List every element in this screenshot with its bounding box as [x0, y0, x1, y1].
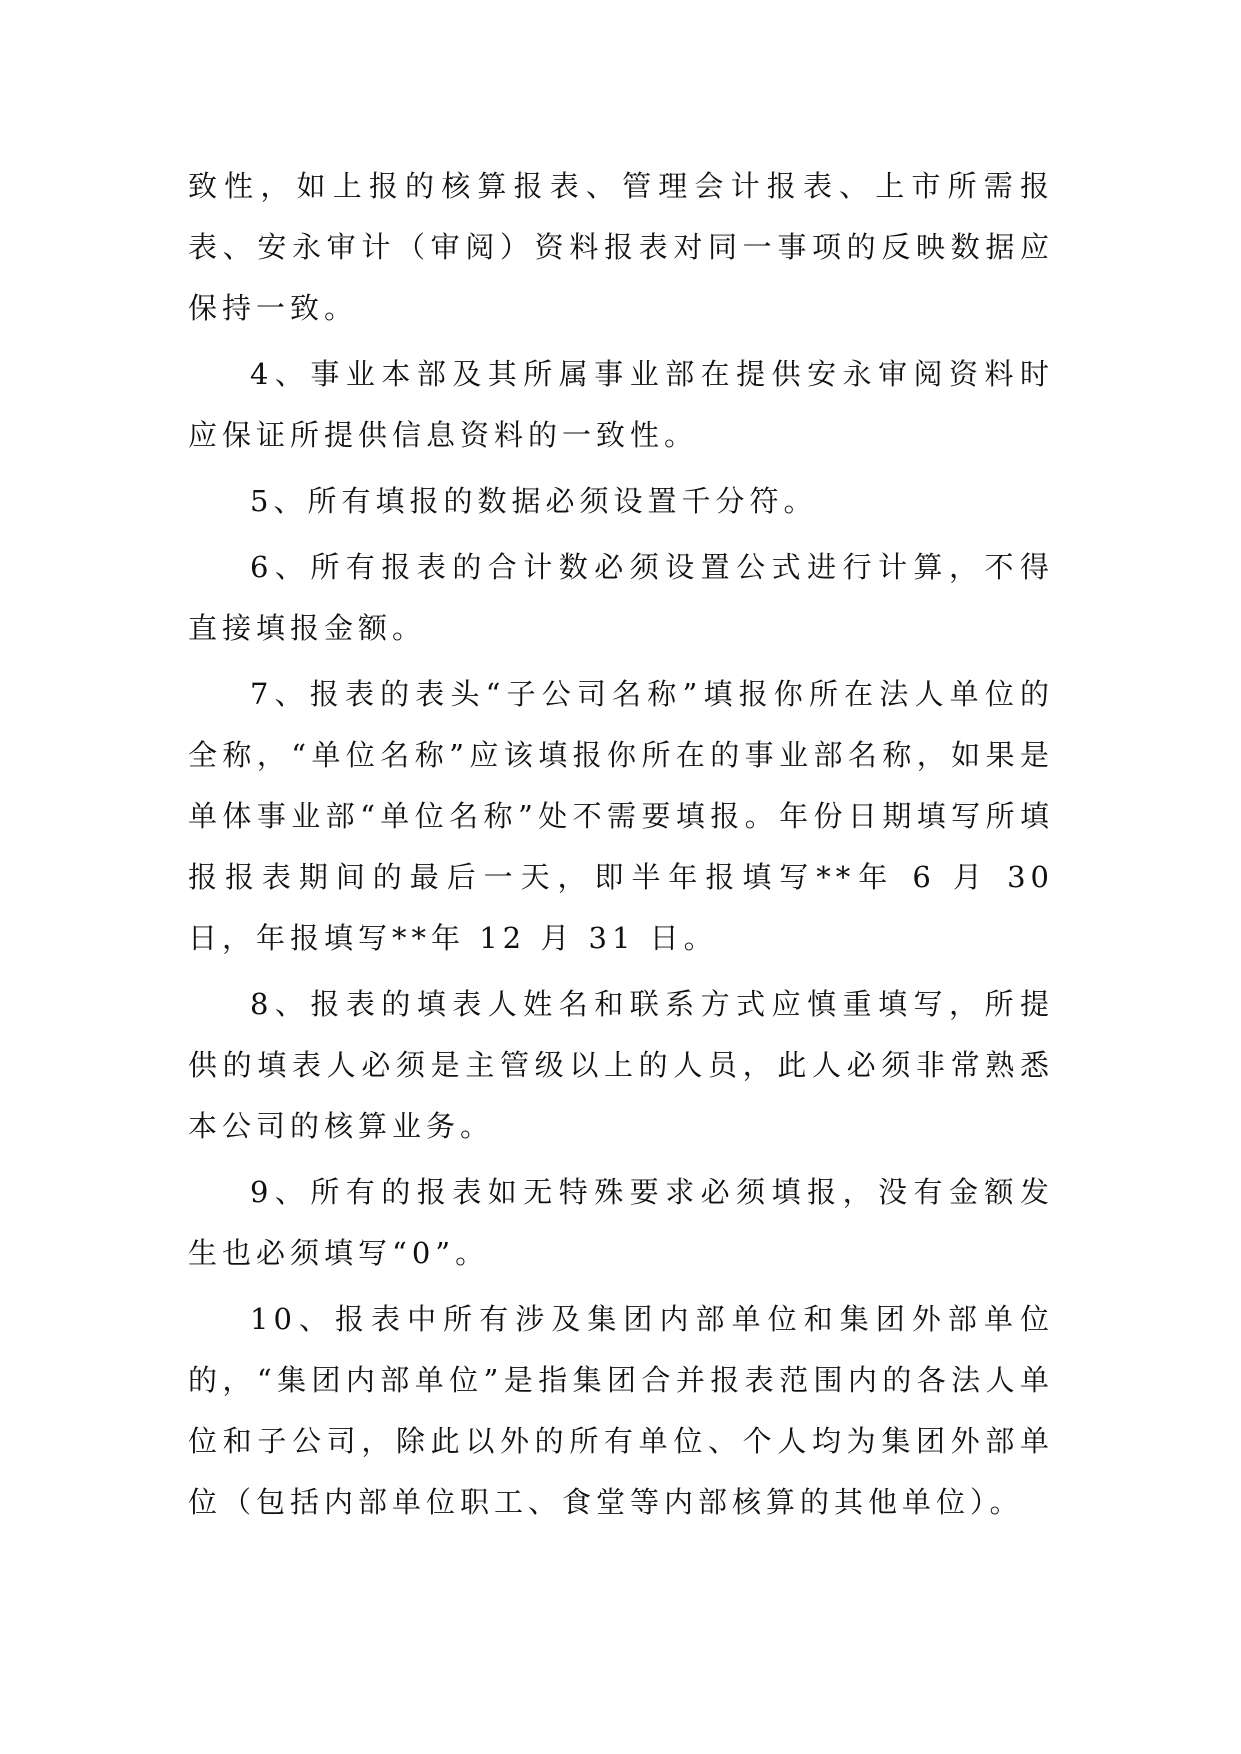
paragraph-item-9: 9、所有的报表如无特殊要求必须填报，没有金额发生也必须填写“0”。 [188, 1175, 1054, 1270]
paragraph-item-10: 10、报表中所有涉及集团内部单位和集团外部单位的，“集团内部单位”是指集团合并报表范围内的各法人单位和子公司，除此以外的所有单位、个人均为集团外部单位（包括内部单位职工、食堂等内部核算的其他单位）。 [188, 1302, 1054, 1519]
paragraph-continuation: 致性，如上报的核算报表、管理会计报表、上市所需报表、安永审计（审阅）资料报表对同一事项的反映数据应保持一致。 [188, 169, 1054, 325]
document-page [188, 156, 1054, 1538]
paragraph-item-6: 6、所有报表的合计数必须设置公式进行计算，不得直接填报金额。 [188, 550, 1054, 645]
paragraph-item-4: 4、事业本部及其所属事业部在提供安永审阅资料时应保证所提供信息资料的一致性。 [188, 357, 1054, 452]
paragraph-item-8: 8、报表的填表人姓名和联系方式应慎重填写，所提供的填表人必须是主管级以上的人员，此人必须非常熟悉本公司的核算业务。 [188, 987, 1054, 1143]
paragraph-item-5: 5、所有填报的数据必须设置千分符。 [250, 484, 818, 518]
paragraph-item-7: 7、报表的表头“子公司名称”填报你所在法人单位的全称，“单位名称”应该填报你所在的事业部名称，如果是单体事业部“单位名称”处不需要填报。年份日期填写所填报报表期间的最后一天，即半年报填写**年 6 月 30 日，年报填写**年 12 月 31 日。 [188, 677, 1054, 955]
